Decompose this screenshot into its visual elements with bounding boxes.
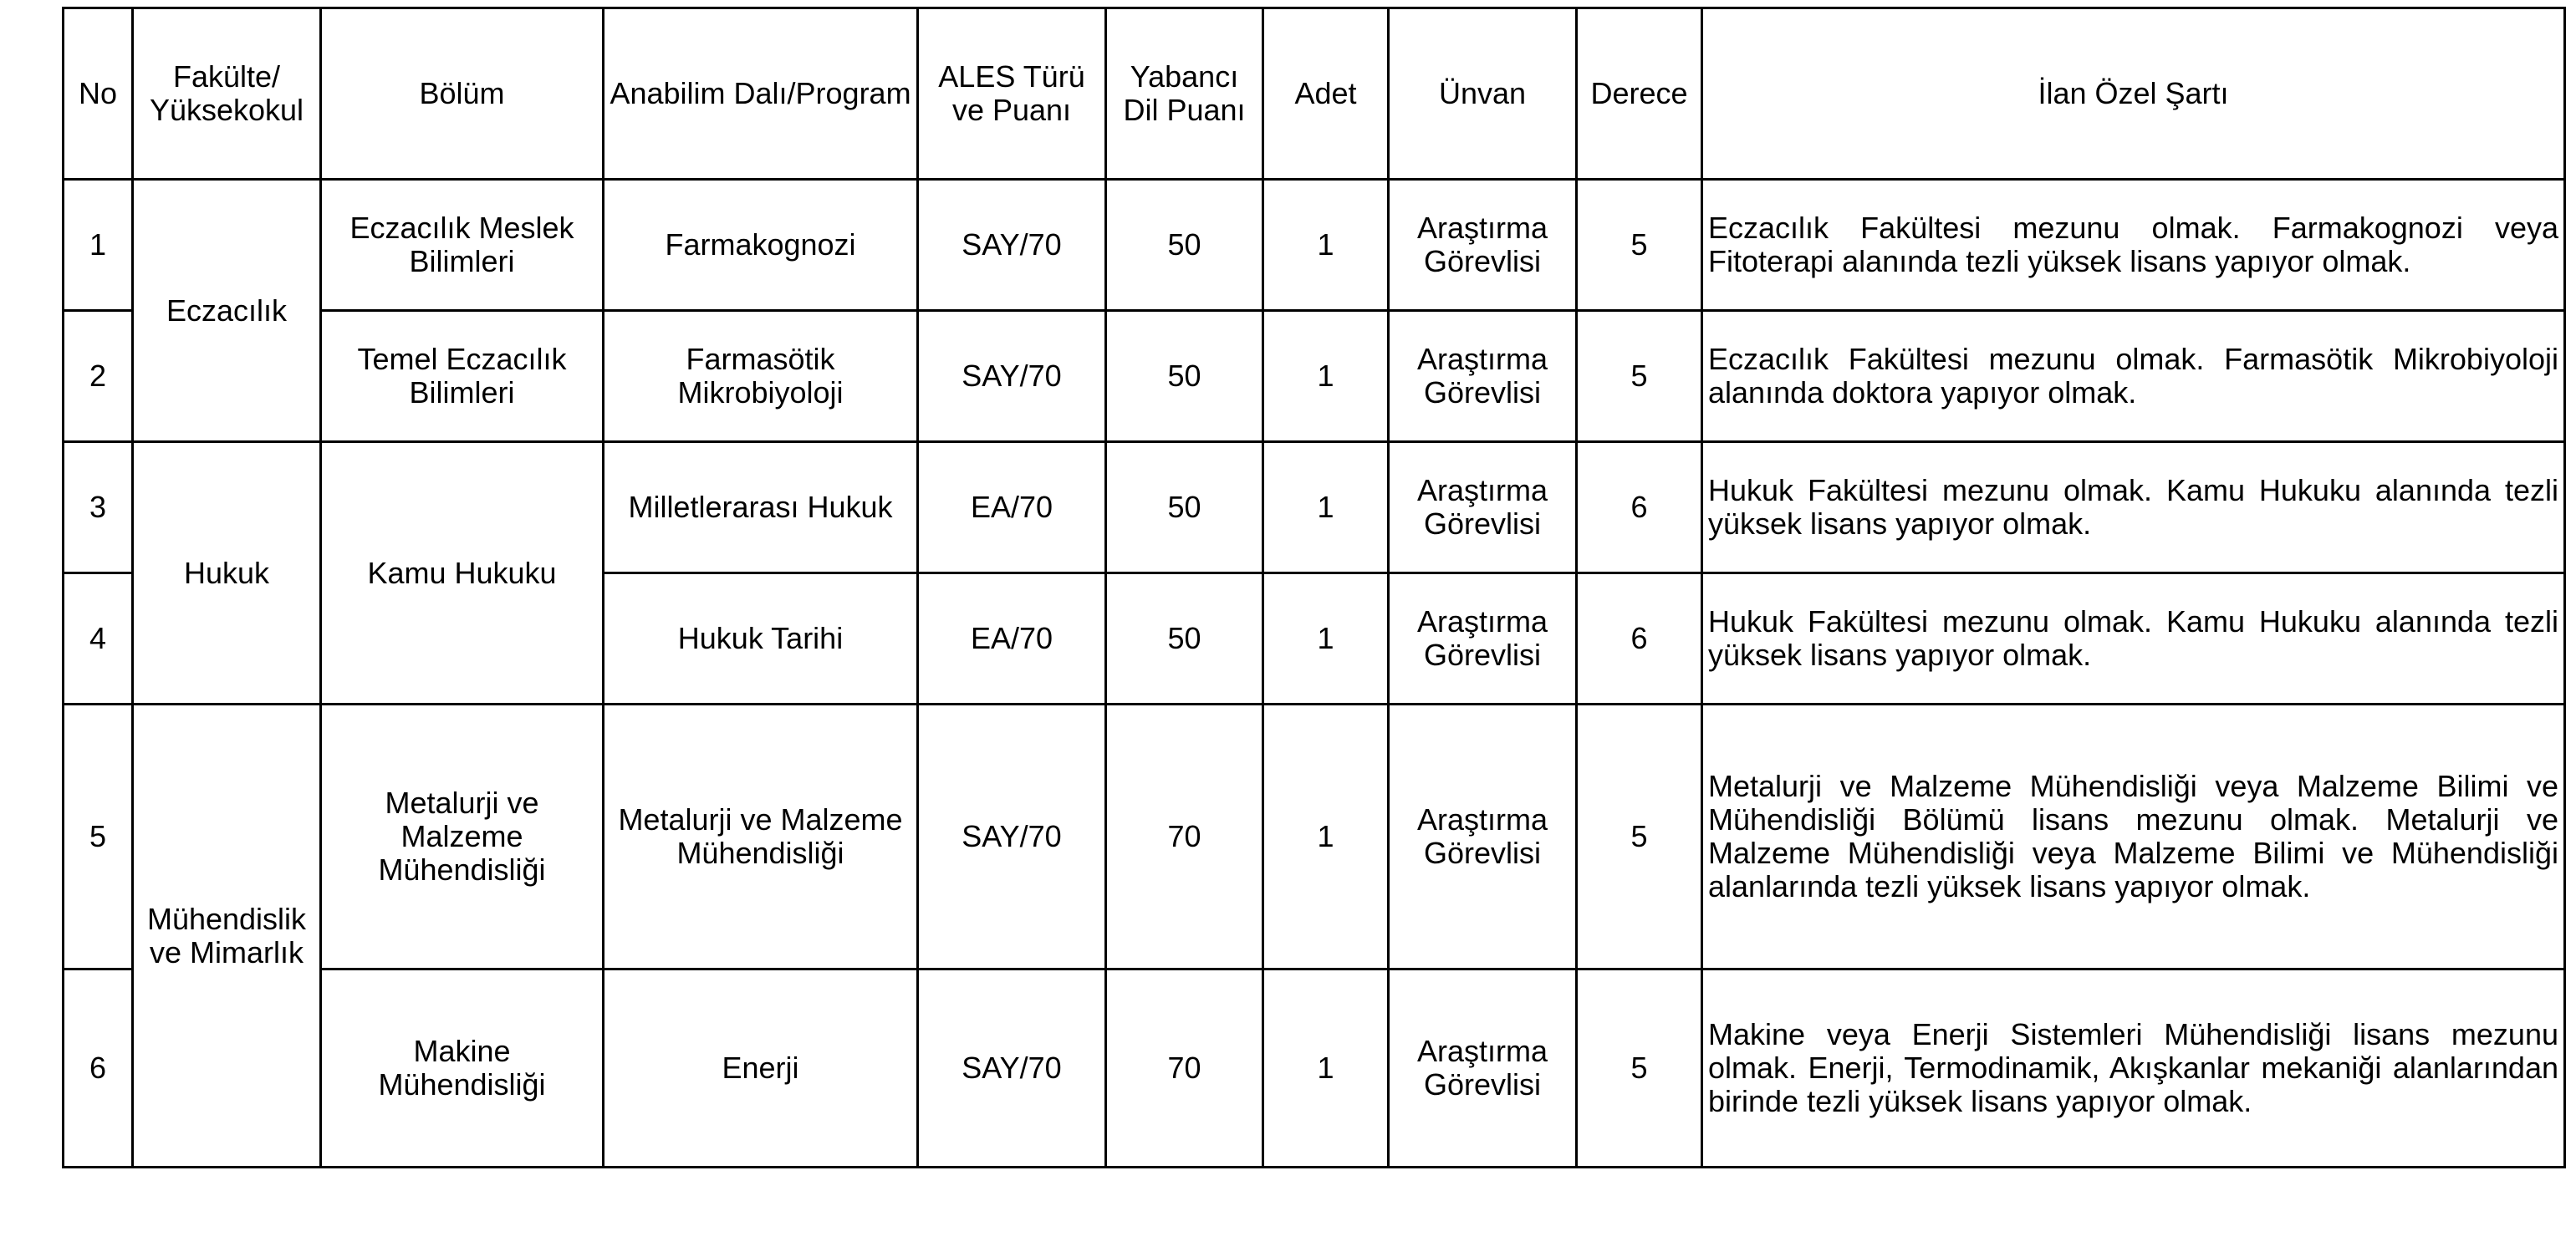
cell-derece: 6 [1577, 573, 1702, 705]
cell-yabanci: 50 [1106, 442, 1263, 573]
cell-anabilim: Enerji [604, 969, 918, 1168]
cell-anabilim: Milletlerarası Hukuk [604, 442, 918, 573]
cell-unvan: Araştırma Görevlisi [1389, 573, 1577, 705]
cell-adet: 1 [1263, 442, 1389, 573]
cell-bolum: Kamu Hukuku [321, 442, 604, 705]
cell-unvan: Araştırma Görevlisi [1389, 180, 1577, 311]
cell-ales: SAY/70 [918, 969, 1106, 1168]
cell-bolum: Temel Eczacılık Bilimleri [321, 311, 604, 442]
cell-sart: Eczacılık Fakültesi mezunu olmak. Farmasötik Mikrobiyoloji alanında doktora yapıyor olmak. [1702, 311, 2565, 442]
cell-adet: 1 [1263, 573, 1389, 705]
header-ales: ALES Türü ve Puanı [918, 8, 1106, 180]
ilan-table [62, 7, 2566, 1168]
cell-derece: 5 [1577, 180, 1702, 311]
cell-yabanci: 50 [1106, 311, 1263, 442]
cell-ales: SAY/70 [918, 180, 1106, 311]
cell-ales: EA/70 [918, 573, 1106, 705]
cell-sart: Eczacılık Fakültesi mezunu olmak. Farmakognozi veya Fitoterapi alanında tezli yüksek lisans yapıyor olmak. [1702, 180, 2565, 311]
cell-sart: Hukuk Fakültesi mezunu olmak. Kamu Hukuku alanında tezli yüksek lisans yapıyor olmak. [1702, 573, 2565, 705]
cell-yabanci: 50 [1106, 573, 1263, 705]
cell-adet: 1 [1263, 969, 1389, 1168]
header-sart: İlan Özel Şartı [1702, 8, 2565, 180]
table-row [64, 705, 2565, 969]
cell-bolum: Eczacılık Meslek Bilimleri [321, 180, 604, 311]
table-row [64, 311, 2565, 442]
cell-derece: 5 [1577, 311, 1702, 442]
cell-no: 1 [64, 180, 133, 311]
cell-no: 4 [64, 573, 133, 705]
cell-adet: 1 [1263, 180, 1389, 311]
cell-anabilim: Farmasötik Mikrobiyoloji [604, 311, 918, 442]
cell-no: 5 [64, 705, 133, 969]
cell-unvan: Araştırma Görevlisi [1389, 705, 1577, 969]
cell-no: 2 [64, 311, 133, 442]
cell-adet: 1 [1263, 705, 1389, 969]
header-unvan: Ünvan [1389, 8, 1577, 180]
cell-yabanci: 70 [1106, 705, 1263, 969]
cell-derece: 6 [1577, 442, 1702, 573]
cell-sart: Makine veya Enerji Sistemleri Mühendisliği lisans mezunu olmak. Enerji, Termodinamik, Akışkanlar mekaniği alanlarından birinde tezli yüksek lisans yapıyor olmak. [1702, 969, 2565, 1168]
header-adet: Adet [1263, 8, 1389, 180]
cell-derece: 5 [1577, 705, 1702, 969]
cell-sart: Hukuk Fakültesi mezunu olmak. Kamu Hukuku alanında tezli yüksek lisans yapıyor olmak. [1702, 442, 2565, 573]
header-derece: Derece [1577, 8, 1702, 180]
header-bolum: Bölüm [321, 8, 604, 180]
cell-yabanci: 50 [1106, 180, 1263, 311]
cell-anabilim: Farmakognozi [604, 180, 918, 311]
cell-ales: SAY/70 [918, 705, 1106, 969]
cell-anabilim: Metalurji ve Malzeme Mühendisliği [604, 705, 918, 969]
cell-unvan: Araştırma Görevlisi [1389, 969, 1577, 1168]
header-yabanci: Yabancı Dil Puanı [1106, 8, 1263, 180]
cell-unvan: Araştırma Görevlisi [1389, 442, 1577, 573]
table-row [64, 969, 2565, 1168]
header-fakulte: Fakülte/ Yüksekokul [133, 8, 321, 180]
cell-ales: EA/70 [918, 442, 1106, 573]
table-row [64, 180, 2565, 311]
table-row [64, 442, 2565, 573]
cell-bolum: Makine Mühendisliği [321, 969, 604, 1168]
cell-fakulte: Hukuk [133, 442, 321, 705]
cell-ales: SAY/70 [918, 311, 1106, 442]
cell-fakulte: Eczacılık [133, 180, 321, 442]
cell-no: 6 [64, 969, 133, 1168]
header-anabilim: Anabilim Dalı/Program [604, 8, 918, 180]
cell-sart: Metalurji ve Malzeme Mühendisliği veya Malzeme Bilimi ve Mühendisliği Bölümü lisans mezunu olmak. Metalurji ve Malzeme Mühendisliği veya Malzeme Bilimi ve Mühendisliği alanlarında tezli yüksek lisans yapıyor olmak. [1702, 705, 2565, 969]
cell-fakulte: Mühendislik ve Mimarlık [133, 705, 321, 1168]
cell-bolum: Metalurji ve Malzeme Mühendisliği [321, 705, 604, 969]
cell-unvan: Araştırma Görevlisi [1389, 311, 1577, 442]
cell-adet: 1 [1263, 311, 1389, 442]
cell-no: 3 [64, 442, 133, 573]
header-row [64, 8, 2565, 180]
header-no: No [64, 8, 133, 180]
cell-anabilim: Hukuk Tarihi [604, 573, 918, 705]
cell-derece: 5 [1577, 969, 1702, 1168]
cell-yabanci: 70 [1106, 969, 1263, 1168]
